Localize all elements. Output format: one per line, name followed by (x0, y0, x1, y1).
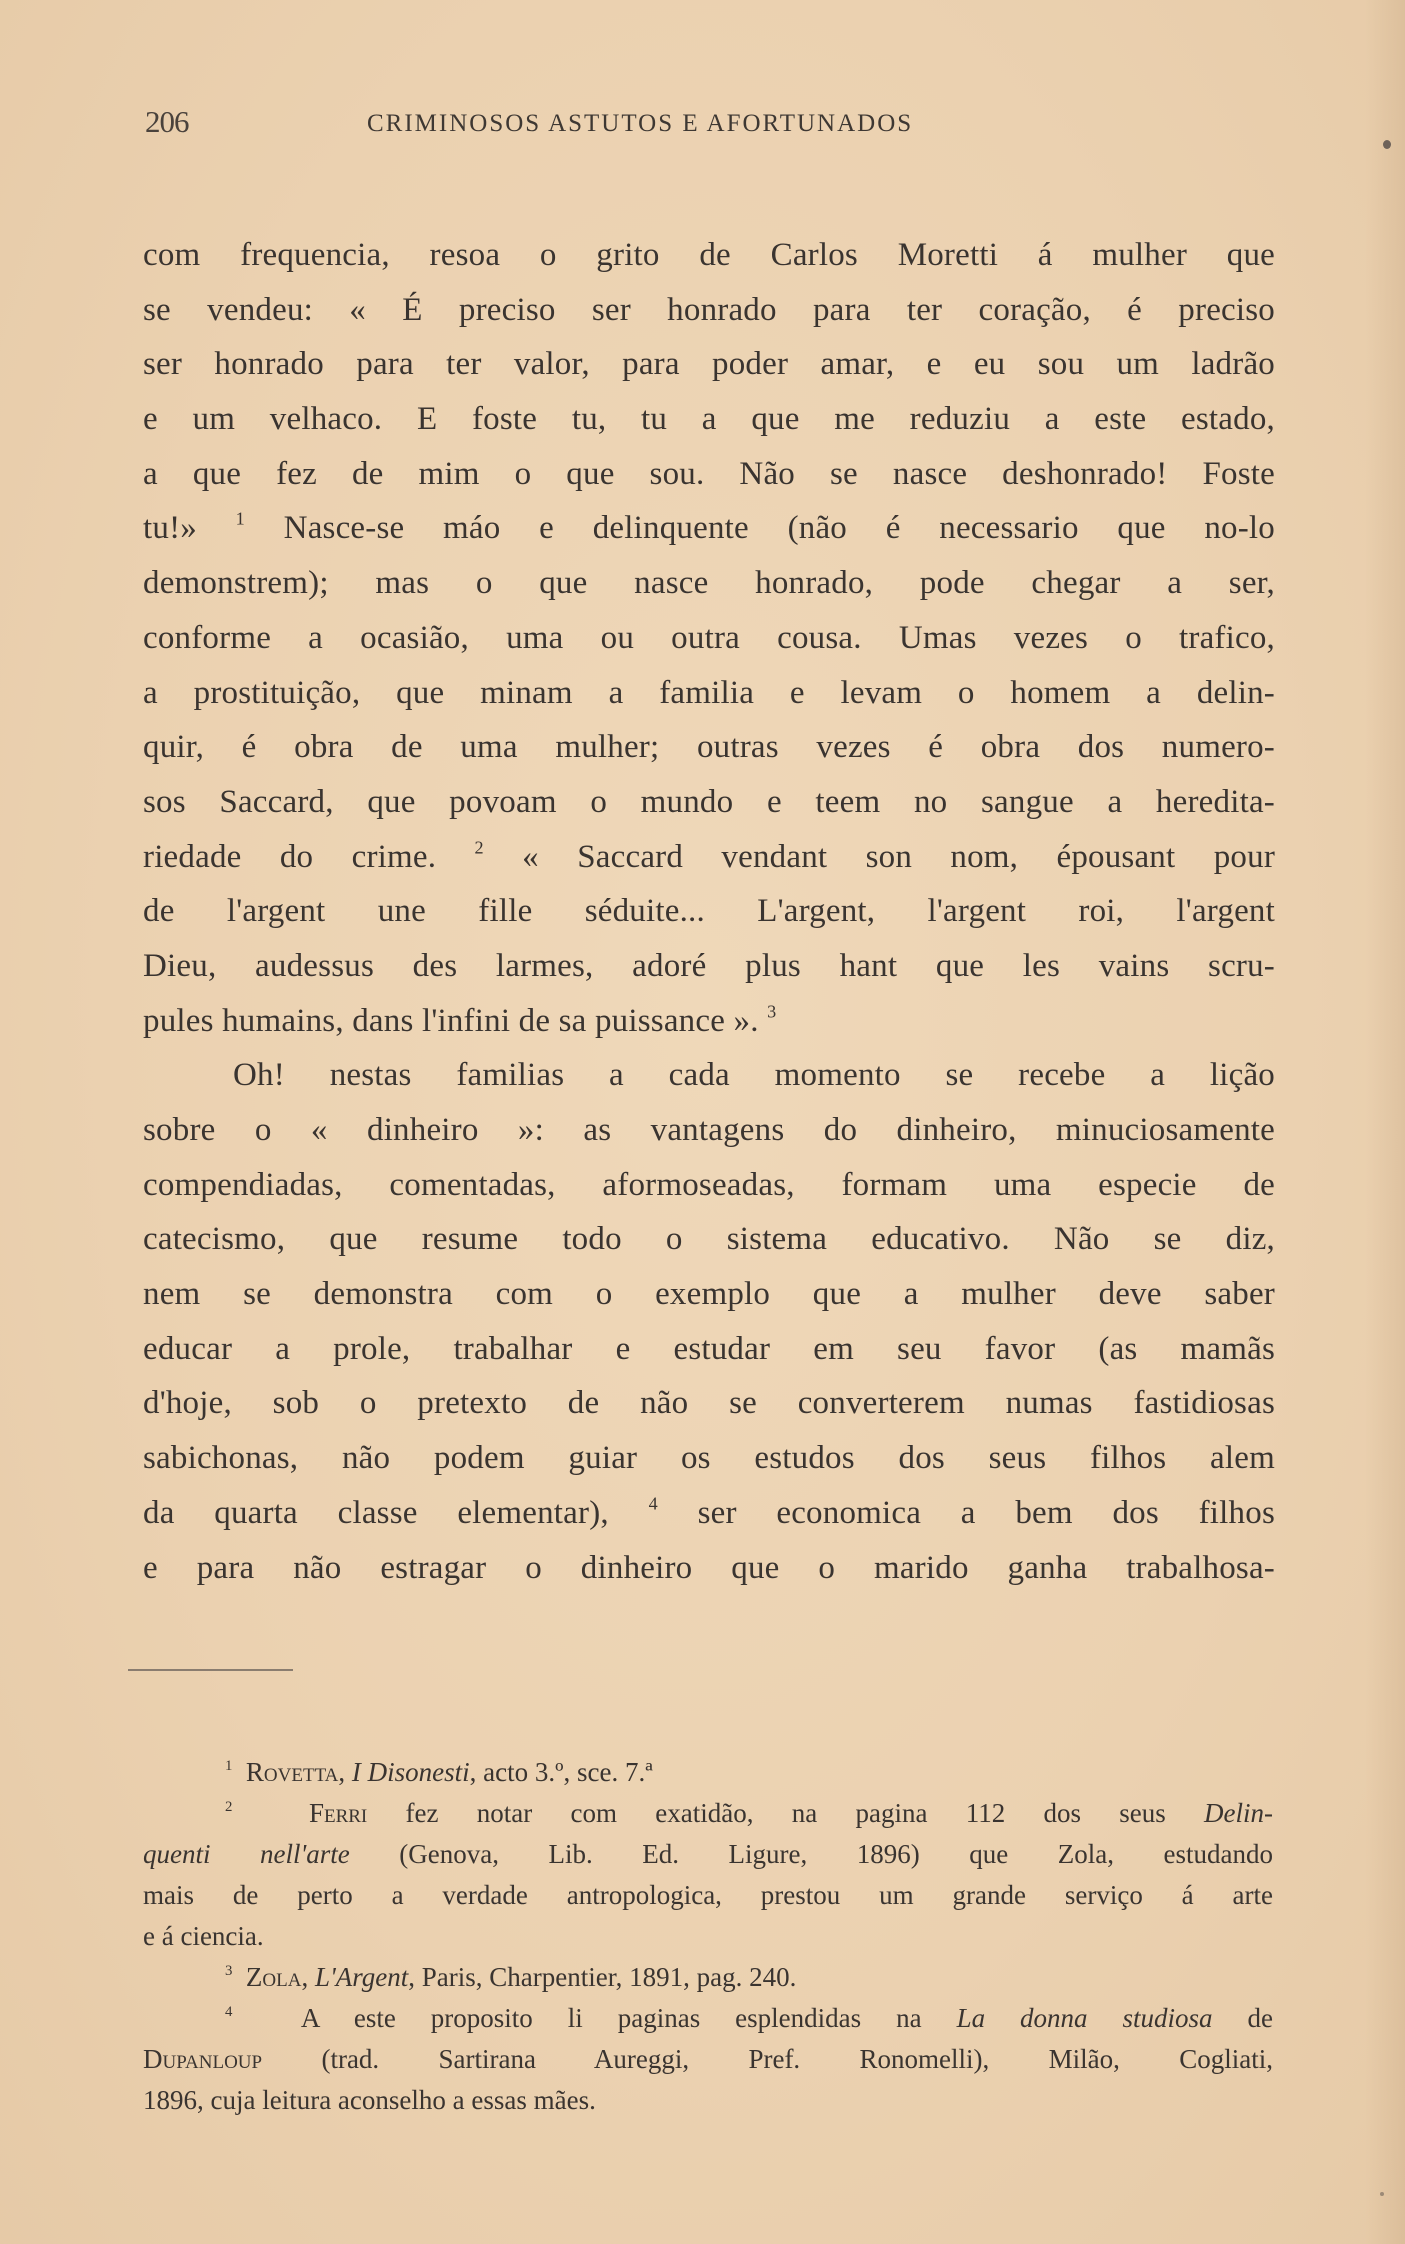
footnote-text: A este proposito li paginas esplendidas na (300, 2003, 957, 2033)
text-line: de l'argent une fille séduite... L'argent, l'argent roi, l'argent (143, 893, 1275, 930)
footnote-text: (trad. Sartirana Aureggi, Pref. Ronomelli), Milão, Cogliati, (262, 2044, 1273, 2074)
text-line (143, 994, 1275, 1049)
text-line: sobre o « dinheiro »: as vantagens do dinheiro, minuciosamente (143, 1112, 1275, 1148)
main-text (143, 228, 1275, 1595)
footnote-author: Dupanloup (143, 2044, 263, 2074)
footnote-divider (128, 1669, 293, 1671)
text-line: nem se demonstra com o exemplo que a mulher deve saber (143, 1276, 1275, 1313)
text-line: sos Saccard, que povoam o mundo e teem no sangue a heredita- (143, 783, 1275, 820)
text-line (143, 501, 1275, 556)
text-line: conforme a ocasião, uma ou outra cousa. Umas vezes o trafico, (143, 619, 1275, 656)
text-line: Dieu, audessus des larmes, adoré plus hant que les vains scru- (143, 947, 1275, 984)
footnote-1: $^1$ Rovetta, I Disonesti, acto 3.º, sce. 7.ª (225, 1757, 653, 1787)
text-line: quir, é obra de uma mulher; outras vezes é obra dos numero- (143, 729, 1275, 766)
text-fragment: riedade do crime. (143, 838, 437, 875)
footnote-author: Rovetta (245, 1757, 339, 1787)
footnote-marker: 4 (225, 2003, 233, 2020)
page-header (145, 104, 1275, 144)
footnote-2-line: mais de perto a verdade antropologica, prestou um grande serviço á arte (143, 1880, 1273, 1910)
text-line: e um velhaco. E foste tu, tu a que me reduziu a este estado, (143, 401, 1275, 438)
footnote-text: (Genova, Lib. Ed. Ligure, 1896) que Zola, estudando (349, 1839, 1273, 1869)
footnote-title: L'Argent (314, 1962, 409, 1992)
text-fragment: tu!» (143, 510, 197, 547)
page-edge-shadow (1365, 0, 1405, 2244)
footnote-ref[interactable]: 4 (648, 1493, 658, 1514)
footnote-ref[interactable]: 3 (767, 1001, 777, 1022)
text-fragment: ser economica a bem dos filhos (697, 1494, 1275, 1531)
text-line (143, 1486, 1275, 1541)
footnote-text: , Paris, Charpentier, 1891, pag. 240. (408, 1962, 797, 1992)
text-line (143, 830, 1275, 885)
text-line: e para não estragar o dinheiro que o marido ganha trabalhosa- (143, 1549, 1275, 1586)
footnote-4 (143, 1998, 1273, 2039)
ink-speck (1383, 140, 1391, 149)
text-line: a que fez de mim o que sou. Não se nasce deshonrado! Foste (143, 455, 1275, 492)
footnote-3: $^3$ Zola, L'Argent, Paris, Charpentier, 1891, pag. 240. (225, 1962, 797, 1992)
text-line: compendiadas, comentadas, aformoseadas, formam uma especie de (143, 1166, 1275, 1203)
text-fragment: da quarta classe elementar), (143, 1494, 609, 1531)
text-fragment: pules humains, dans l'infini de sa puissance ». (143, 1002, 759, 1039)
footnote-text: fez notar com exatidão, na pagina 112 dos seus (367, 1798, 1205, 1828)
text-fragment: Nasce-se máo e delinquente (não é necessario que no-lo (283, 510, 1275, 547)
text-line: ser honrado para ter valor, para poder amar, e eu sou um ladrão (143, 346, 1275, 383)
footnote-text: , acto 3.º, sce. 7.ª (469, 1757, 653, 1787)
footnote-text: de (1212, 2003, 1273, 2033)
footnote-ref[interactable]: 1 (235, 508, 245, 529)
text-line: a prostituição, que minam a familia e levam o homem a delin- (143, 674, 1275, 711)
footnote-marker: 3 (225, 1962, 233, 1979)
text-line: d'hoje, sob o pretexto de não se converterem numas fastidiosas (143, 1385, 1275, 1422)
footnote-title: Delin- (1204, 1798, 1274, 1828)
footnote-2-line: e á ciencia. (143, 1921, 264, 1951)
footnote-marker: 2 (225, 1798, 233, 1815)
footnote-title: quenti nell'arte (143, 1839, 350, 1869)
text-line: Oh! nestas familias a cada momento se recebe a lição (233, 1057, 1275, 1094)
footnote-ref[interactable]: 2 (474, 836, 484, 857)
footnote-4-line (143, 2039, 1273, 2080)
footnotes (143, 1752, 1273, 2121)
text-line: com frequencia, resoa o grito de Carlos Moretti á mulher que (143, 237, 1275, 273)
page-number: 206 (145, 104, 189, 139)
footnote-title: La donna studiosa (956, 2003, 1213, 2033)
text-line: demonstrem); mas o que nasce honrado, pode chegar a ser, (143, 565, 1275, 602)
footnote-2 (143, 1793, 1273, 1834)
text-line: se vendeu: « É preciso ser honrado para ter coração, é preciso (143, 291, 1275, 328)
footnote-author: Zola (245, 1962, 302, 1992)
footnote-title: I Disonesti (351, 1757, 470, 1787)
ink-speck (1380, 2192, 1384, 2196)
text-line: catecismo, que resume todo o sistema educativo. Não se diz, (143, 1221, 1275, 1258)
text-line: sabichonas, não podem guiar os estudos dos seus filhos alem (143, 1440, 1275, 1477)
footnote-author: Ferri (308, 1798, 368, 1828)
footnote-marker: 1 (225, 1757, 233, 1774)
footnote-4-line: 1896, cuja leitura aconselho a essas mães. (143, 2085, 596, 2115)
text-line: educar a prole, trabalhar e estudar em seu favor (as mamãs (143, 1330, 1275, 1367)
footnote-2-line (143, 1834, 1273, 1875)
text-fragment: « Saccard vendant son nom, épousant pour (522, 838, 1276, 875)
running-title: CRIMINOSOS ASTUTOS E AFORTUNADOS (367, 110, 914, 137)
